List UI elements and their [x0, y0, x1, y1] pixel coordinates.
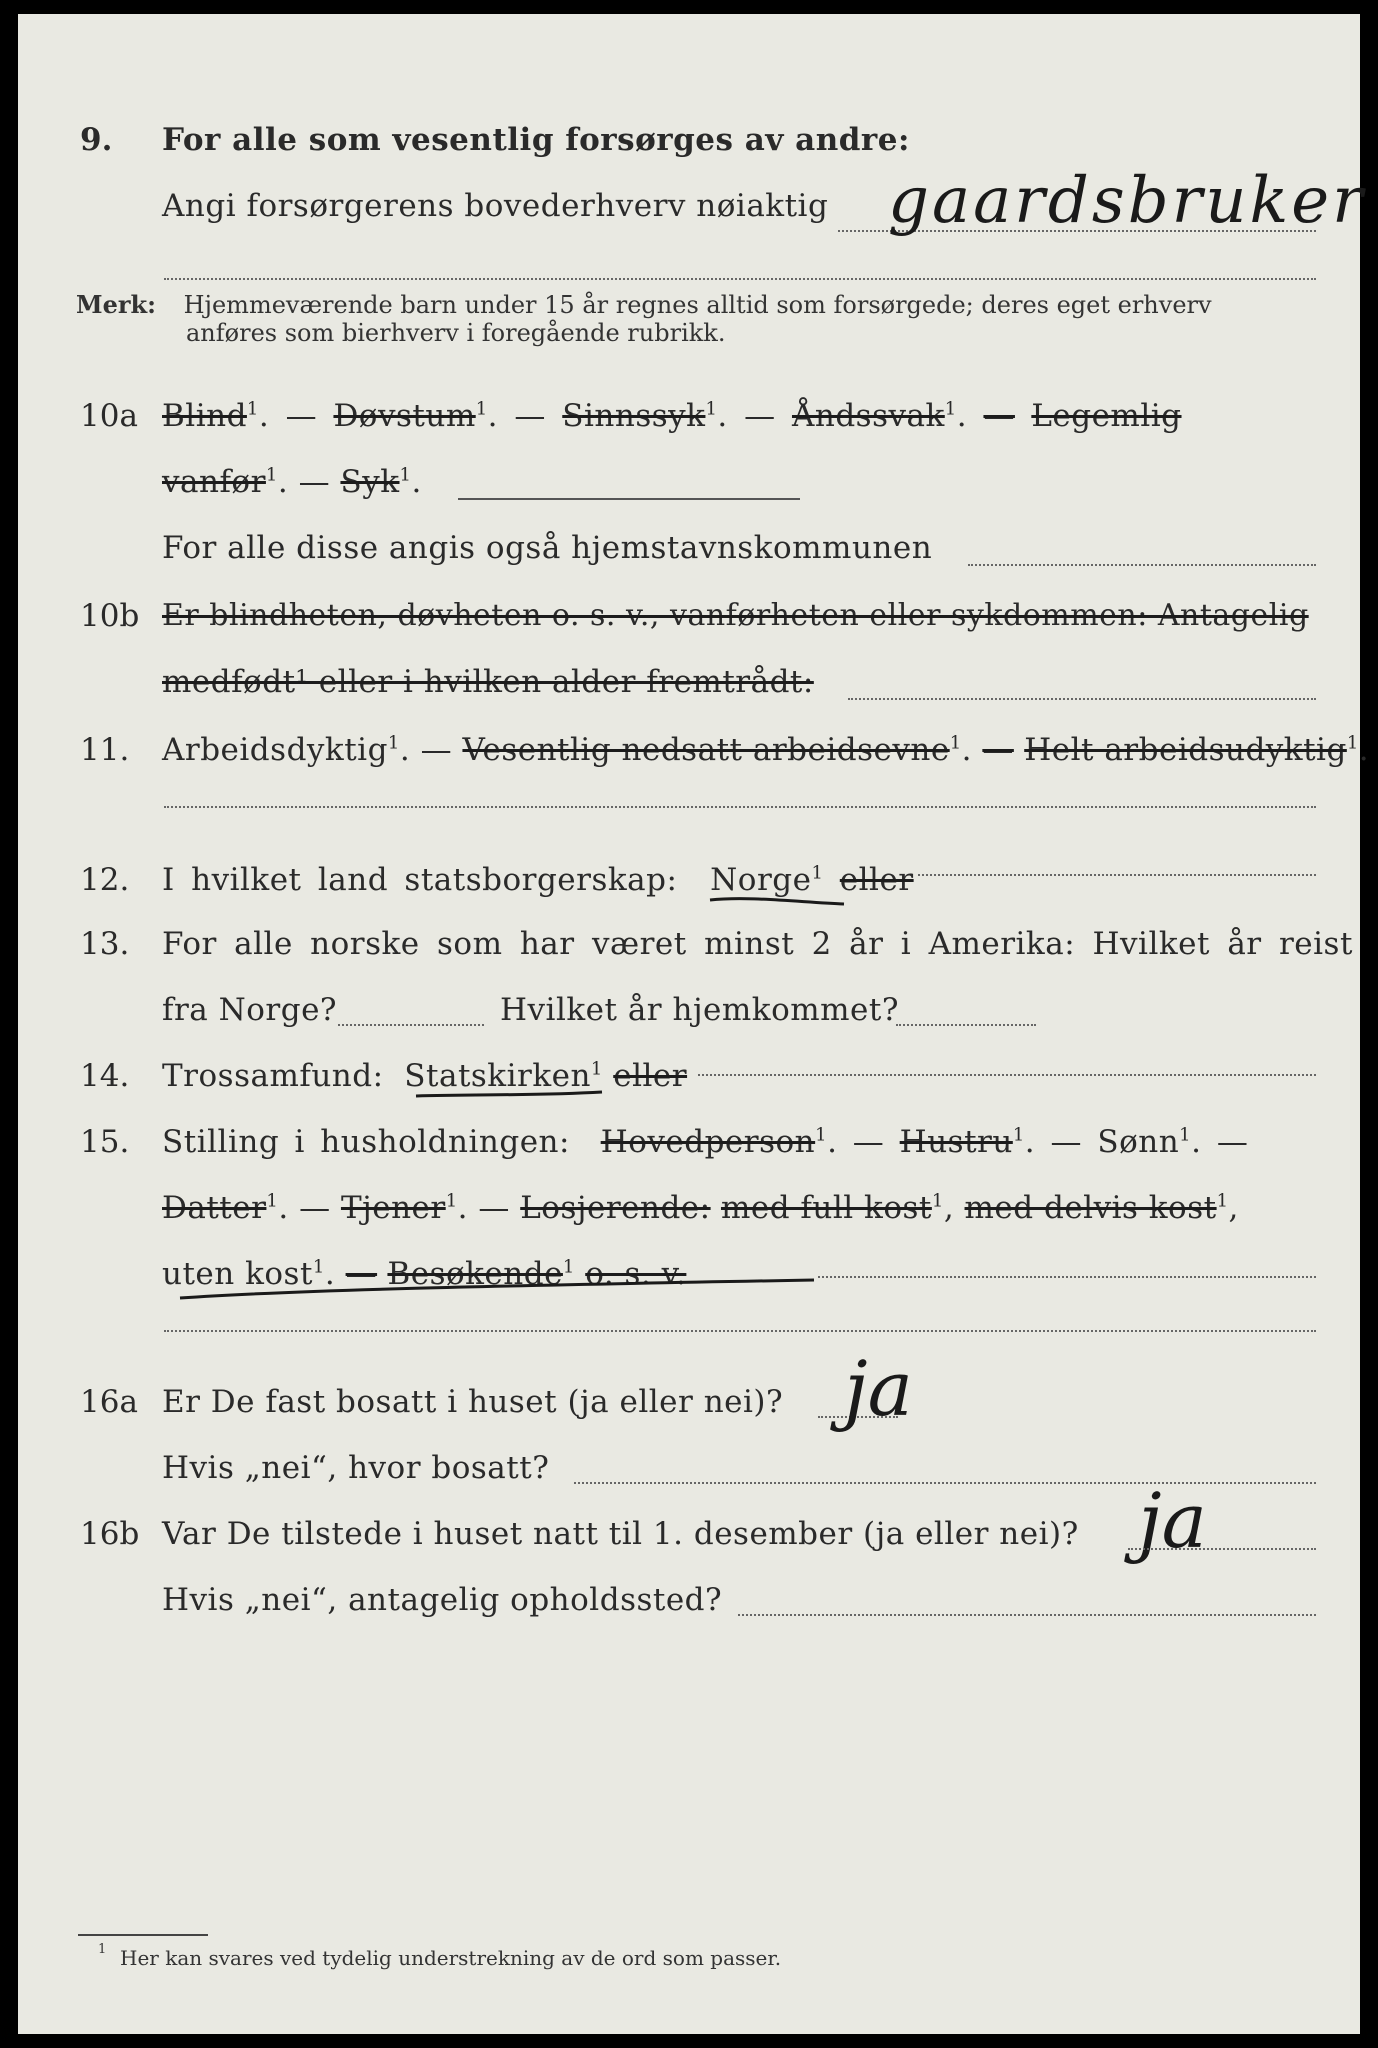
q14-statskirken-underline — [414, 1086, 614, 1106]
q16b-opholdssted: Hvis „nei“, antagelig opholdssted? — [162, 1582, 723, 1618]
q15-line1 — [18, 1116, 1360, 1176]
q16a-number: 16a — [80, 1384, 138, 1420]
q11-number: 11. — [80, 732, 130, 768]
q13-reist: fra Norge? — [162, 992, 338, 1028]
q16a-bosatt: Hvis „nei“, hvor bosatt? — [162, 1450, 550, 1486]
q13-line2 — [18, 984, 1360, 1044]
q10a-options-2: vanfør$^1$. — Syk$^1$. — [162, 464, 422, 500]
merk-label: Merk: — [76, 290, 156, 319]
q15-line2 — [18, 1182, 1360, 1242]
q15-prompt: Stilling i husholdningen: — [162, 1124, 570, 1160]
q9-handwritten-answer: gaardsbruker — [888, 164, 1366, 238]
footnote-rule — [78, 1934, 208, 1936]
q15-uten-kost-underline — [178, 1276, 818, 1306]
q12-content: I hvilket land statsborgerskap: Norge$^1$ eller — [162, 862, 914, 898]
q10a-line3 — [18, 522, 1360, 582]
q15-number: 15. — [80, 1124, 130, 1160]
q12-number: 12. — [80, 862, 130, 898]
option-udyktig: Helt arbeidsudyktig — [1024, 732, 1347, 768]
q15-options-2: Datter$^1$. — Tjener$^1$. — Losjerende: med full kost$^1$, med delvis kost$^1$, — [162, 1190, 1239, 1226]
q12-eller: eller — [839, 862, 914, 898]
q15-dotline-1 — [818, 1276, 1316, 1278]
option-nedsatt: Vesentlig nedsatt arbeidsevne — [462, 732, 950, 768]
q14-option-statskirken: Statskirken — [404, 1058, 591, 1094]
q12-prompt: I hvilket land statsborgerskap: — [162, 862, 678, 898]
q10b-line2 — [18, 656, 1360, 716]
q10a-number: 10a — [80, 398, 138, 434]
q9-heading: For alle som vesentlig forsørges av andre: — [162, 122, 910, 158]
option-losjerende: Losjerende: — [520, 1190, 711, 1226]
q10a-line1 — [18, 390, 1360, 450]
q14-eller: eller — [613, 1058, 688, 1094]
q10b-text1: Er blindheten, døvheten o. s. v., vanførheten eller sykdommen: Antagelig — [162, 598, 1309, 633]
q14-number: 14. — [80, 1058, 130, 1094]
q12-option-norge: Norge — [710, 862, 812, 898]
option-hustru: Hustru — [899, 1124, 1013, 1160]
q10a-hjemstavn-dotline — [968, 564, 1316, 566]
footnote — [98, 1942, 782, 1970]
q9-number: 9. — [80, 122, 113, 158]
option-dovstum: Døvstum — [333, 398, 476, 434]
q14-line — [18, 1050, 1360, 1110]
option-hovedperson: Hovedperson — [600, 1124, 816, 1160]
q12-dotline — [918, 874, 1316, 876]
q16a-question: Er De fast bosatt i huset (ja eller nei)? — [162, 1384, 784, 1420]
q16b-handwritten-answer: ja — [1138, 1476, 1207, 1565]
q15-dotline-2 — [164, 1330, 1316, 1332]
option-sonn: Sønn — [1097, 1124, 1180, 1160]
q16a-handwritten-answer: ja — [844, 1344, 913, 1433]
q10b-text2: medfødt¹ eller i hvilken alder fremtrådt: — [162, 664, 814, 700]
q13-reist-dotline — [338, 1024, 484, 1026]
q15-options-3: uten kost$^1$. — Besøkende$^1$ o. s. v. — [162, 1256, 687, 1292]
option-besokende: Besøkende — [387, 1256, 563, 1292]
q10a-line2 — [18, 456, 1360, 516]
option-full-kost: med full kost — [720, 1190, 932, 1226]
q16b-number: 16b — [80, 1516, 140, 1552]
footnote-text: Her kan svares ved tydelig understrekning av de ord som passer. — [120, 1946, 782, 1970]
option-vanfor: vanfør — [162, 464, 266, 500]
q14-dotline — [698, 1074, 1316, 1076]
q16b-line2 — [18, 1574, 1360, 1634]
merk-note — [76, 290, 1212, 347]
q10a-answer-line — [458, 498, 800, 500]
dash: — — [514, 398, 546, 434]
q11-dotline — [164, 806, 1316, 808]
option-syk: Syk — [340, 464, 400, 500]
option-datter: Datter — [162, 1190, 267, 1226]
q12-norge-underline — [708, 892, 848, 912]
q16b-question: Var De tilstede i huset natt til 1. desember (ja eller nei)? — [162, 1516, 1079, 1552]
census-form-page — [18, 14, 1370, 2034]
dash: — — [744, 398, 776, 434]
q13-text1: For alle norske som har været minst 2 år i Amerika: Hvilket år reist — [162, 926, 1353, 962]
q16b-dotline — [1128, 1548, 1316, 1550]
option-uten-kost: uten kost — [162, 1256, 313, 1292]
option-blind: Blind — [162, 398, 247, 434]
q10b-number: 10b — [80, 598, 140, 634]
merk-line1: Hjemmeværende barn under 15 år regnes alltid som forsørgede; deres eget erhverv — [183, 291, 1212, 319]
q12-line — [18, 854, 1360, 914]
q16b-opholdssted-dotline — [738, 1614, 1316, 1616]
option-sinnssyk: Sinnssyk — [562, 398, 706, 434]
q15-options-1: Stilling i husholdningen: Hovedperson$^1$. — Hustru$^1$. — Sønn$^1$. — — [162, 1124, 1249, 1160]
q10b-dotline — [848, 698, 1316, 700]
q10a-options-1: Blind$^1$. — Døvstum$^1$. — Sinnssyk$^1$. — Åndssvak$^1$. — Legemlig — [162, 398, 1182, 434]
q16a-line1 — [18, 1376, 1360, 1436]
q13-hjemkommet: Hvilket år hjemkommet? — [500, 992, 899, 1028]
option-legemlig: Legemlig — [1031, 398, 1182, 434]
q13-number: 13. — [80, 926, 130, 962]
q14-content: Trossamfund: Statskirken$^1$ eller — [162, 1058, 688, 1094]
option-andssvak: Åndssvak — [791, 398, 945, 434]
footnote-mark: 1 — [98, 1942, 107, 1957]
option-delvis-kost: med delvis kost — [964, 1190, 1217, 1226]
option-arbeidsdyktig: Arbeidsdyktig — [162, 732, 388, 768]
q10a-hjemstavn: For alle disse angis også hjemstavnskommunen — [162, 530, 933, 566]
dash: — — [285, 398, 318, 434]
q13-line1 — [18, 918, 1360, 978]
q13-hjemkommet-dotline — [896, 1024, 1036, 1026]
dash: — — [983, 398, 1015, 434]
option-osv: o. s. v. — [585, 1256, 687, 1292]
dash: — — [298, 464, 331, 500]
q9-prompt: Angi forsørgerens bovederhverv nøiaktig — [162, 188, 829, 224]
q11-line — [18, 724, 1370, 784]
merk-line2: anføres som bierhverv i foregående rubrikk. — [186, 319, 726, 347]
q9-second-dotline — [164, 278, 1316, 280]
q10b-line1 — [18, 590, 1360, 650]
option-tjener: Tjener — [340, 1190, 446, 1226]
q14-prompt: Trossamfund: — [162, 1058, 384, 1094]
q11-options: Arbeidsdyktig$^1$. — Vesentlig nedsatt arbeidsevne$^1$. — Helt arbeidsudyktig$^1$. — [162, 732, 1370, 768]
